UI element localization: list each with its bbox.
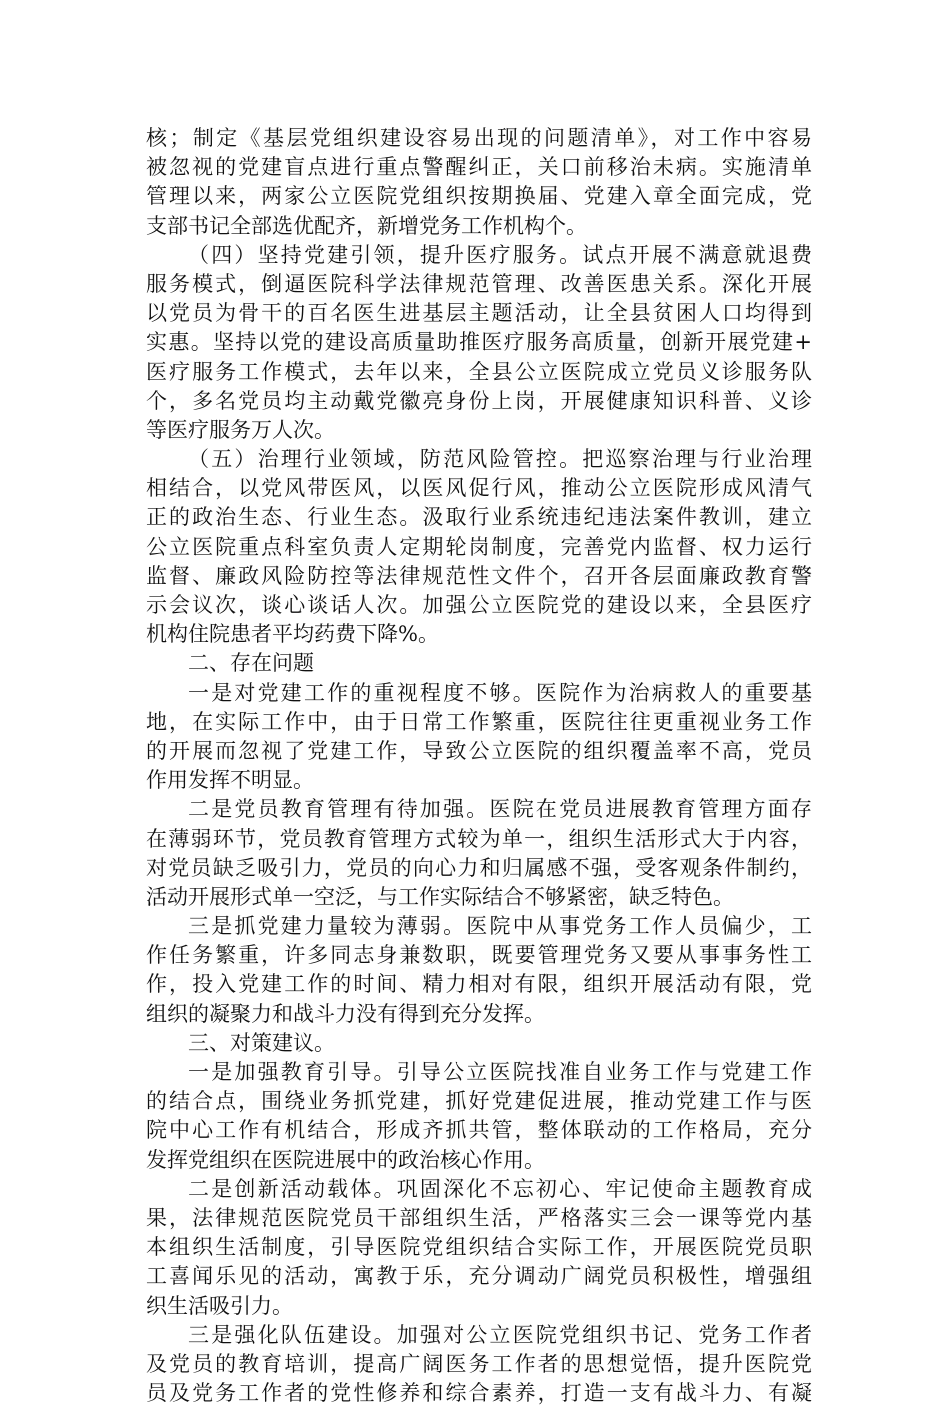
text-line: 公立医院重点科室负责人定期轮岗制度，完善党内监督、权力运行 xyxy=(146,534,812,559)
text-line: 及党员的教育培训，提高广阔医务工作者的思想觉悟，提升医院党 xyxy=(146,1351,812,1376)
body-text xyxy=(146,124,812,1408)
text-line: （五）治理行业领域，防范风险管控。把巡察治理与行业治理 xyxy=(188,447,812,472)
text-line: 二是创新活动载体。巩固深化不忘初心、牢记使命主题教育成 xyxy=(188,1176,812,1201)
text-line: 管理以来，两家公立医院党组织按期换届、党建入章全面完成，党 xyxy=(146,184,812,209)
text-line: 组织的凝聚力和战斗力没有得到充分发挥。 xyxy=(146,1001,545,1026)
text-line: 作任务繁重，许多同志身兼数职，既要管理党务又要从事事务性工 xyxy=(146,943,812,968)
text-line: 一是对党建工作的重视程度不够。医院作为治病救人的重要基 xyxy=(188,680,812,705)
text-line: 地，在实际工作中，由于日常工作繁重，医院往往更重视业务工作 xyxy=(146,709,812,734)
text-line: 作，投入党建工作的时间、精力相对有限，组织开展活动有限，党 xyxy=(146,972,812,997)
text-line: 监督、廉政风险防控等法律规范性文件个，召开各层面廉政教育警 xyxy=(146,563,812,588)
text-line: 正的政治生态、行业生态。汲取行业系统违纪违法案件教训，建立 xyxy=(146,505,812,530)
text-line: 三是抓党建力量较为薄弱。医院中从事党务工作人员偏少，工 xyxy=(188,914,812,939)
text-line: 果，法律规范医院党员干部组织生活，严格落实三会一课等党内基 xyxy=(146,1205,812,1230)
text-line: 示会议次，谈心谈话人次。加强公立医院党的建设以来，全县医疗 xyxy=(146,593,812,617)
text-line: 员及党务工作者的党性修养和综合素养，打造一支有战斗力、有凝 xyxy=(146,1381,812,1406)
text-line: 发挥党组织在医院进展中的政治核心作用。 xyxy=(146,1147,545,1172)
text-line: 以党员为骨干的百名医生进基层主题活动，让全县贫困人口均得到 xyxy=(146,301,812,326)
text-line: 本组织生活制度，引导医院党组织结合实际工作，开展医院党员职 xyxy=(146,1235,812,1260)
text-line: 的结合点，围绕业务抓党建，抓好党建促进展，推动党建工作与医 xyxy=(146,1089,812,1114)
text-line: 三是强化队伍建设。加强对公立医院党组织书记、党务工作者 xyxy=(188,1322,812,1347)
text-line: 核；制定《基层党组织建设容易出现的问题清单》，对工作中容易 xyxy=(146,126,812,150)
text-line: 院中心工作有机结合，形成齐抓共管，整体联动的工作格局，充分 xyxy=(146,1118,812,1143)
text-line: 医疗服务工作模式，去年以来，全县公立医院成立党员义诊服务队 xyxy=(146,359,812,384)
text-line: 一是加强教育引导。引导公立医院找准自业务工作与党建工作 xyxy=(188,1060,812,1084)
text-line: 个，多名党员均主动戴党徽亮身份上岗，开展健康知识科普、义诊 xyxy=(146,388,812,413)
text-line: 对党员缺乏吸引力，党员的向心力和归属感不强，受客观条件制约， xyxy=(146,855,812,880)
text-line: 支部书记全部选优配齐，新增党务工作机构个。 xyxy=(146,213,587,238)
text-line: 被忽视的党建盲点进行重点警醒纠正，关口前移治未病。实施清单 xyxy=(146,155,812,180)
text-line: 二是党员教育管理有待加强。医院在党员进展教育管理方面存 xyxy=(188,797,812,822)
text-line: 机构住院患者平均药费下降%。 xyxy=(146,622,439,647)
text-line: 在薄弱环节，党员教育管理方式较为单一，组织生活形式大于内容， xyxy=(146,826,812,851)
text-line: 三、对策建议。 xyxy=(188,1030,335,1055)
text-line: 实惠。坚持以党的建设高质量助推医疗服务高质量，创新开展党建+ xyxy=(146,330,812,355)
text-line: 作用发挥不明显。 xyxy=(146,768,314,793)
text-line: 相结合，以党风带医风，以医风促行风，推动公立医院形成风清气 xyxy=(146,476,812,501)
text-line: 活动开展形式单一空泛，与工作实际结合不够紧密，缺乏特色。 xyxy=(146,884,734,909)
text-line: 的开展而忽视了党建工作，导致公立医院的组织覆盖率不高，党员 xyxy=(146,738,812,763)
text-line: （四）坚持党建引领，提升医疗服务。试点开展不满意就退费 xyxy=(188,242,812,267)
text-line: 工喜闻乐见的活动，寓教于乐，充分调动广阔党员积极性，增强组 xyxy=(146,1264,812,1289)
text-line: 二、存在问题 xyxy=(188,651,314,676)
text-line: 等医疗服务万人次。 xyxy=(146,417,335,442)
text-line: 织生活吸引力。 xyxy=(146,1293,293,1318)
text-line: 服务模式，倒逼医院科学法律规范管理、改善医患关系。深化开展 xyxy=(146,271,812,296)
